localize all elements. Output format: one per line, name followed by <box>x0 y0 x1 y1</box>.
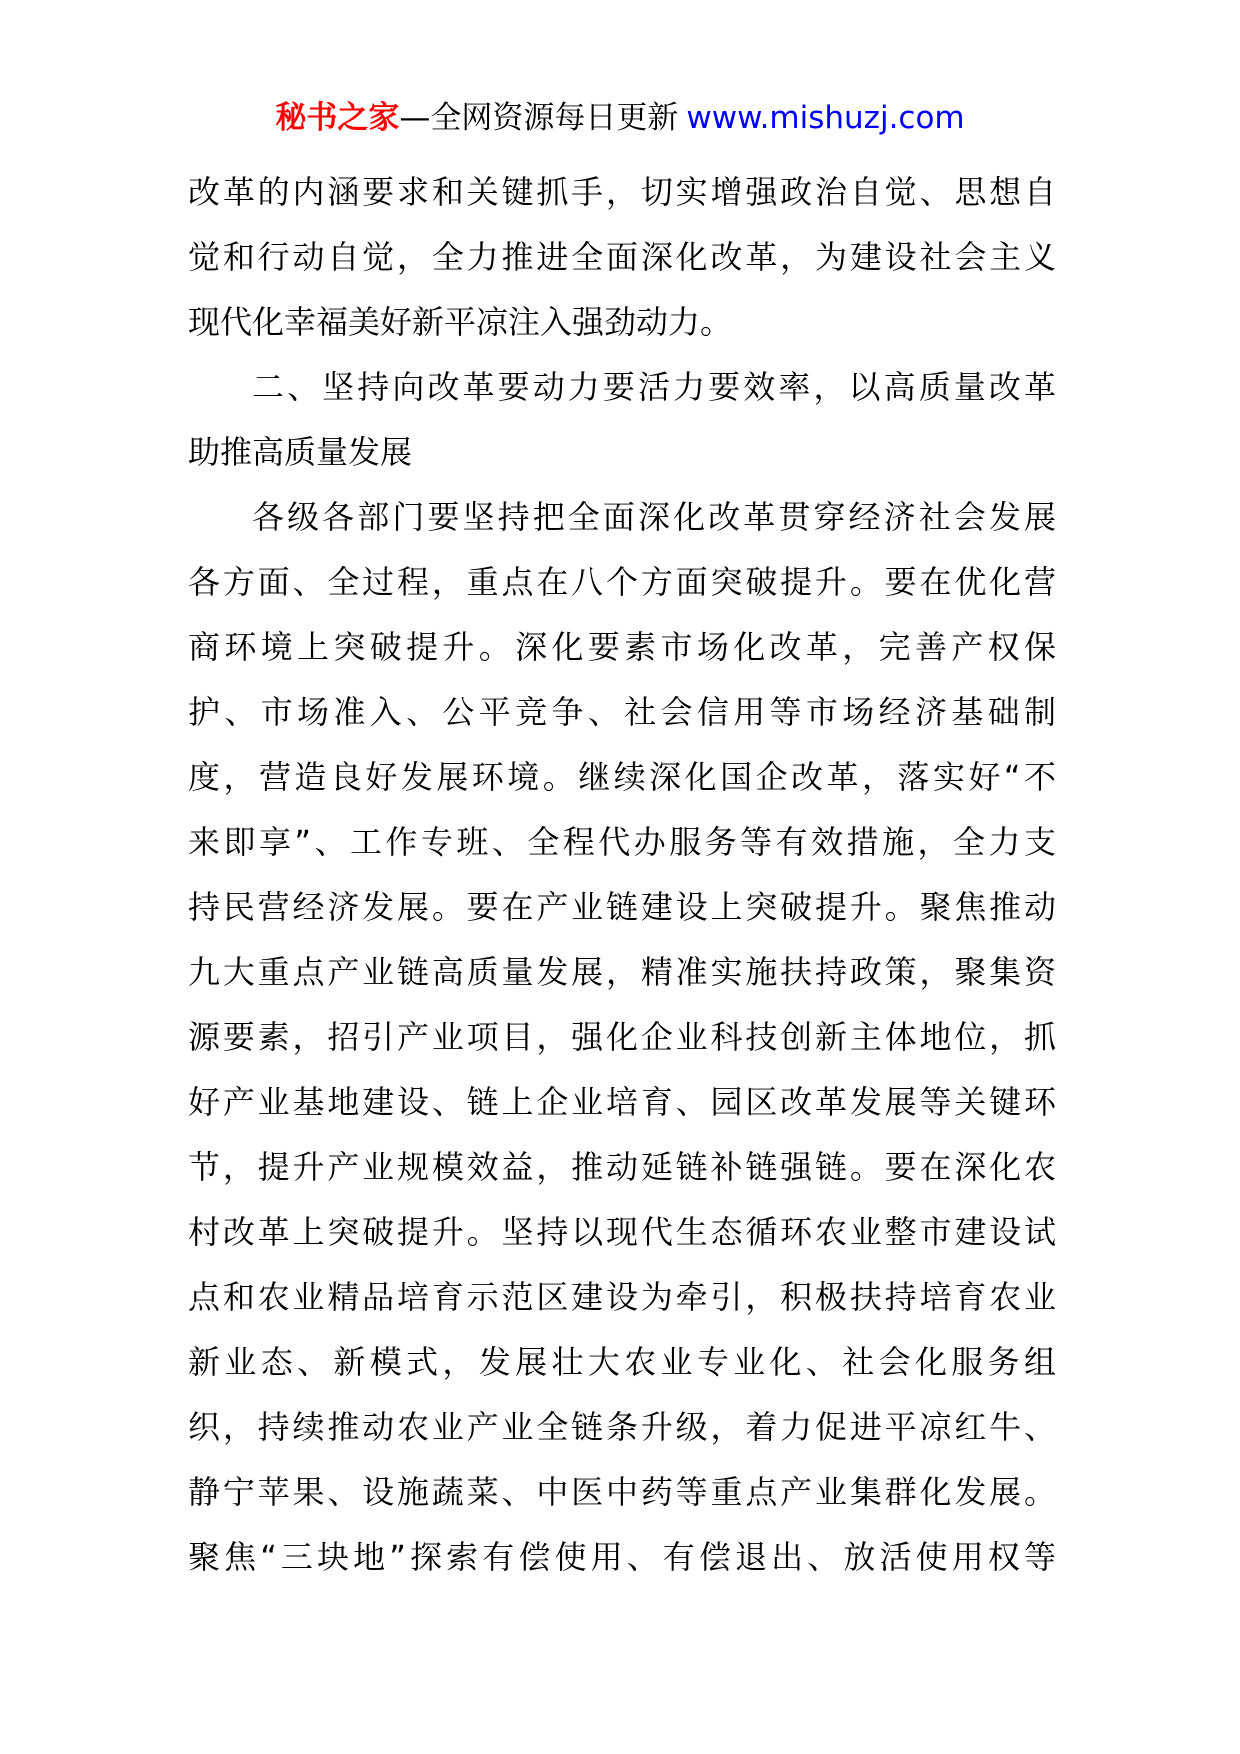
body-line: 各级各部门要坚持把全面深化改革贯穿经济社会发展 <box>252 498 1056 536</box>
body-line: 觉和行动自觉，全力推进全面深化改革，为建设社会主义 <box>188 238 1056 276</box>
section-heading-continued: 助推高质量发展 <box>188 433 413 471</box>
body-line: 村改革上突破提升。坚持以现代生态循环农业整市建设试 <box>188 1213 1056 1251</box>
body-line: 聚焦“三块地”探索有偿使用、有偿退出、放活使用权等 <box>188 1538 1056 1576</box>
body-line: 商环境上突破提升。深化要素市场化改革，完善产权保 <box>188 628 1056 666</box>
body-line: 现代化幸福美好新平凉注入强劲动力。 <box>188 303 733 341</box>
site-url-link[interactable]: www.mishuzj.com <box>686 100 965 136</box>
body-line: 源要素，招引产业项目，强化企业科技创新主体地位，抓 <box>188 1018 1056 1056</box>
body-line: 改革的内涵要求和关键抓手，切实增强政治自觉、思想自 <box>188 173 1056 211</box>
document-body <box>188 160 1056 1590</box>
body-line: 新业态、新模式，发展壮大农业专业化、社会化服务组 <box>188 1343 1056 1381</box>
body-line: 度，营造良好发展环境。继续深化国企改革，落实好“不 <box>188 758 1056 796</box>
body-line: 九大重点产业链高质量发展，精准实施扶持政策，聚集资 <box>188 953 1056 991</box>
body-line: 节，提升产业规模效益，推动延链补链强链。要在深化农 <box>188 1148 1056 1186</box>
section-heading: 二、坚持向改革要动力要活力要效率，以高质量改革 <box>252 368 1056 406</box>
body-line: 静宁苹果、设施蔬菜、中医中药等重点产业集群化发展。 <box>188 1473 1056 1511</box>
brand-name: 秘书之家 <box>275 100 400 136</box>
body-line: 织，持续推动农业产业全链条升级，着力促进平凉红牛、 <box>188 1408 1056 1446</box>
body-line: 护、市场准入、公平竞争、社会信用等市场经济基础制 <box>188 693 1056 731</box>
body-line: 好产业基地建设、链上企业培育、园区改革发展等关键环 <box>188 1083 1056 1121</box>
watermark-header <box>0 98 1240 138</box>
body-line: 各方面、全过程，重点在八个方面突破提升。要在优化营 <box>188 563 1056 601</box>
header-slogan: —全网资源每日更新 <box>399 100 679 136</box>
body-line: 点和农业精品培育示范区建设为牵引，积极扶持培育农业 <box>188 1278 1056 1316</box>
body-line: 持民营经济发展。要在产业链建设上突破提升。聚焦推动 <box>188 888 1056 926</box>
body-line: 来即享”、工作专班、全程代办服务等有效措施，全力支 <box>188 823 1056 861</box>
